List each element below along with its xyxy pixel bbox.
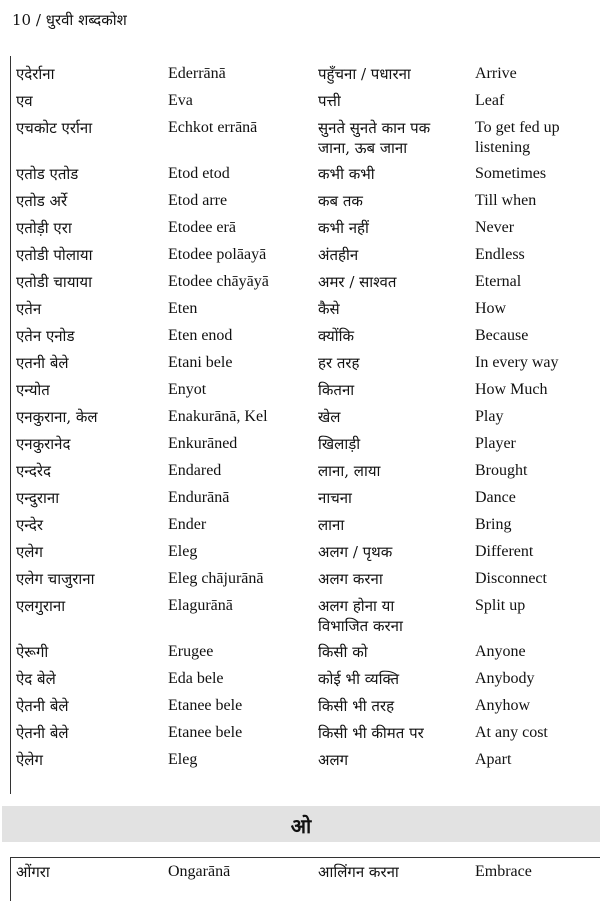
transliteration: Enkurāned [168, 435, 238, 452]
english-meaning: How Much [475, 381, 548, 398]
transliteration: Elagurānā [168, 597, 233, 614]
english-meaning: Brought [475, 462, 528, 479]
hindi-meaning: अमर / साश्वत [318, 273, 397, 291]
dhurvi-word: एचकोट एर्राना [16, 119, 93, 137]
transliteration: Endurānā [168, 489, 230, 506]
english-meaning: In every way [475, 354, 559, 371]
english-meaning: Anyone [475, 643, 526, 660]
dhurvi-word: एव [16, 92, 33, 110]
dhurvi-word: एन्दरेद [16, 462, 51, 480]
hindi-meaning: आलिंगन करना [318, 863, 399, 881]
header-separator: / [35, 11, 41, 29]
dhurvi-word: ऐलेग [16, 751, 43, 769]
transliteration: Etodee polāayā [168, 246, 267, 263]
english-meaning: Dance [475, 489, 516, 506]
english-meaning: Anybody [475, 670, 535, 687]
english-meaning: Different [475, 543, 534, 560]
page-header [12, 10, 127, 30]
english-meaning: Bring [475, 516, 512, 533]
hindi-meaning: किसी भी कीमत पर [318, 724, 424, 742]
dictionary-table-lower [0, 860, 600, 887]
hindi-meaning: नाचना [318, 489, 352, 507]
transliteration: Endared [168, 462, 222, 479]
table-row [0, 640, 600, 667]
dhurvi-word: एदेर्राना [16, 65, 55, 83]
page-number: 10 [12, 11, 32, 29]
hindi-meaning: कोई भी व्यक्ति [318, 670, 400, 688]
hindi-meaning: अलग [318, 751, 349, 769]
dhurvi-word: एतोड एतोड [16, 165, 79, 183]
dhurvi-word: एलेग चाजुराना [16, 570, 95, 588]
table-row [0, 594, 600, 640]
dhurvi-word: एन्योत [16, 381, 50, 399]
hindi-meaning: कब तक [318, 192, 363, 210]
dhurvi-word: ऐरूगी [16, 643, 49, 661]
table-row [0, 459, 600, 486]
hindi-meaning: अलग / पृथक [318, 543, 393, 561]
english-meaning: Eternal [475, 273, 522, 290]
hindi-meaning: लाना [318, 516, 345, 534]
hindi-meaning: अंतहीन [318, 246, 359, 264]
english-meaning: At any cost [475, 724, 548, 741]
table-row [0, 721, 600, 748]
dhurvi-word: ऐद बेले [16, 670, 56, 688]
hindi-meaning: खिलाड़ी [318, 435, 361, 453]
transliteration: Echkot errānā [168, 119, 258, 136]
hindi-meaning: क्योंकि [318, 327, 355, 345]
transliteration: Eleg chājurānā [168, 570, 264, 587]
dhurvi-word: एतोड़ी एरा [16, 219, 72, 237]
transliteration: Enyot [168, 381, 207, 398]
hindi-meaning: किसी को [318, 643, 368, 661]
dhurvi-word: एनकुराना, केल [16, 408, 98, 426]
hindi-meaning: सुनते सुनते कान पक जाना, ऊब जाना [318, 119, 431, 157]
transliteration: Eten enod [168, 327, 233, 344]
table-row [0, 540, 600, 567]
table-row [0, 567, 600, 594]
table-row [0, 667, 600, 694]
table-row [0, 860, 600, 887]
english-meaning: How [475, 300, 507, 317]
hindi-meaning: लाना, लाया [318, 462, 381, 480]
section-letter: ओ [290, 814, 312, 838]
transliteration: Etodee chāyāyā [168, 273, 269, 290]
transliteration: Eleg [168, 543, 198, 560]
english-meaning: Till when [475, 192, 537, 209]
dhurvi-word: एतेन [16, 300, 42, 318]
english-meaning: Leaf [475, 92, 505, 109]
dhurvi-word: एतोडी चायाया [16, 273, 92, 291]
transliteration: Erugee [168, 643, 214, 660]
dhurvi-word: एन्देर [16, 516, 44, 534]
english-meaning: Arrive [475, 65, 517, 82]
table-row [0, 405, 600, 432]
transliteration: Eleg [168, 751, 198, 768]
section-divider [10, 857, 600, 858]
transliteration: Eda bele [168, 670, 224, 687]
dhurvi-word: ऐतनी बेले [16, 697, 69, 715]
english-meaning: Disconnect [475, 570, 547, 587]
dictionary-title: धुरवी शब्दकोश [45, 11, 127, 29]
hindi-meaning: खेल [318, 408, 341, 426]
dhurvi-word: ऐतनी बेले [16, 724, 69, 742]
english-meaning: Because [475, 327, 529, 344]
table-row [0, 486, 600, 513]
english-meaning: To get fed up listening [475, 119, 560, 156]
table-row [0, 324, 600, 351]
transliteration: Etodee erā [168, 219, 236, 236]
section-header [2, 806, 600, 842]
transliteration: Etanee bele [168, 697, 243, 714]
hindi-meaning: पत्ती [318, 92, 341, 110]
transliteration: Enakurānā, Kel [168, 408, 268, 425]
english-meaning: Anyhow [475, 697, 531, 714]
transliteration: Etod arre [168, 192, 228, 209]
transliteration: Etani bele [168, 354, 233, 371]
english-meaning: Split up [475, 597, 526, 614]
transliteration: Etanee bele [168, 724, 243, 741]
table-row [0, 189, 600, 216]
transliteration: Ederrānā [168, 65, 226, 82]
english-meaning: Never [475, 219, 515, 236]
table-row [0, 116, 600, 162]
dhurvi-word: एतोड अर्रे [16, 192, 68, 210]
english-meaning: Player [475, 435, 516, 452]
dictionary-table [0, 62, 600, 775]
transliteration: Etod etod [168, 165, 230, 182]
dhurvi-word: एनकुरानेद [16, 435, 71, 453]
hindi-meaning: किसी भी तरह [318, 697, 395, 715]
transliteration: Eva [168, 92, 193, 109]
table-row [0, 297, 600, 324]
dhurvi-word: एतोडी पोलाया [16, 246, 93, 264]
table-row [0, 216, 600, 243]
english-meaning: Apart [475, 751, 512, 768]
transliteration: Ender [168, 516, 207, 533]
transliteration: Ongarānā [168, 863, 231, 880]
table-row [0, 162, 600, 189]
table-row [0, 89, 600, 116]
table-row [0, 62, 600, 89]
hindi-meaning: पहुँचना / पधारना [318, 65, 411, 83]
english-meaning: Embrace [475, 863, 532, 880]
dhurvi-word: एलगुराना [16, 597, 66, 615]
dhurvi-word: एन्दुराना [16, 489, 60, 507]
hindi-meaning: कभी नहीं [318, 219, 369, 237]
table-row [0, 748, 600, 775]
dhurvi-word: एतेन एनोड [16, 327, 75, 345]
table-row [0, 513, 600, 540]
english-meaning: Play [475, 408, 504, 425]
hindi-meaning: अलग करना [318, 570, 383, 588]
dhurvi-word: एतनी बेले [16, 354, 69, 372]
english-meaning: Endless [475, 246, 525, 263]
dhurvi-word: एलेग [16, 543, 43, 561]
hindi-meaning: हर तरह [318, 354, 360, 372]
hindi-meaning: अलग होना या विभाजित करना [318, 597, 403, 635]
dhurvi-word: ओंगरा [16, 863, 50, 881]
table-row [0, 694, 600, 721]
english-meaning: Sometimes [475, 165, 547, 182]
table-row [0, 270, 600, 297]
table-row [0, 351, 600, 378]
transliteration: Eten [168, 300, 198, 317]
hindi-meaning: कभी कभी [318, 165, 375, 183]
hindi-meaning: कितना [318, 381, 355, 399]
table-row [0, 243, 600, 270]
table-row [0, 378, 600, 405]
table-row [0, 432, 600, 459]
hindi-meaning: कैसे [318, 300, 340, 318]
